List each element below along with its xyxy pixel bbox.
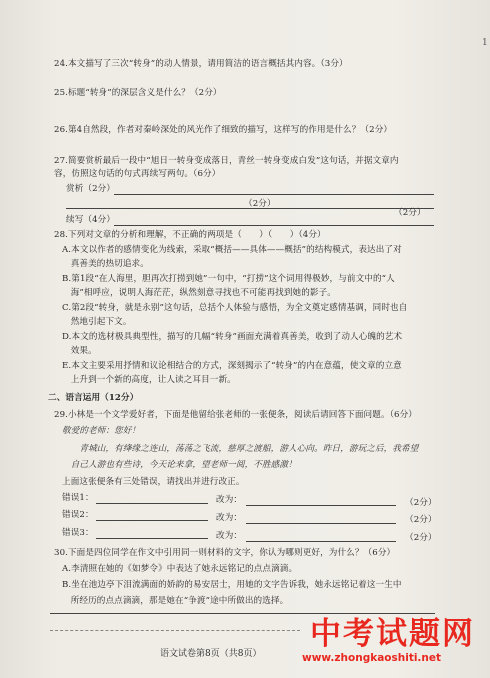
watermark-url: www.zhongkaoshiti.net — [302, 652, 442, 664]
q28-option: 效果。 — [62, 346, 97, 356]
answer-line — [50, 630, 300, 631]
note-line: 自己人游也有些诗，今天论来拿，望老师一阅，不胜感激！ — [62, 460, 297, 470]
question-29: 29.小林是一个文学爱好者，下面是他留给张老师的一张便条，阅读后请回答下面问题。（6分） — [54, 410, 417, 420]
q27-appreciate-label: 赏析（2分） — [66, 184, 116, 194]
note-line: 青城山，有绛缘之连山，荡荡之飞流，慈厚之渡船，游人心向。昨日，游玩之后，我希望 — [62, 444, 419, 454]
error-3-change: 改为： — [216, 531, 243, 541]
q28-option: D.本文的选材极具典型性，描写的几幅“转身”画面充满着真善美，收到了动人心魄的艺术 — [62, 332, 403, 342]
error-3-label: 错误3： — [62, 528, 94, 538]
fix-3-line — [246, 541, 396, 542]
fix-2-line — [246, 523, 396, 524]
error-3-line — [96, 538, 208, 539]
question-30: 30.下面是四位同学在作文中引用同一则材料的文字，你认为哪则更好，为什么？（6分） — [54, 548, 396, 558]
error-1-change: 改为： — [216, 495, 243, 505]
score-label: （2分） — [405, 498, 437, 508]
q28-option: E.本文主要采用抒情和议论相结合的方式，深刻揭示了“转身”的内在意蕴，使文章的立意 — [62, 361, 402, 371]
error-2-label: 错误2： — [62, 510, 94, 520]
q28-option: B.第1段“在人海里，胆再次打捞到她”一句中，“打捞”这个词用得极妙，与前文中的“人 — [62, 274, 395, 284]
question-28: 28.下列对文章的分析和理解，不正确的两项是（ ）（ ）（4分） — [54, 230, 326, 240]
error-1-label: 错误1： — [62, 493, 94, 503]
question-27-line: 27.简要赏析最后一段中“旭日一转身变成落日，青丝一转身变成白发”这句话，并据文章内 — [54, 156, 399, 166]
answer-line — [114, 194, 434, 195]
page-footer: 语文试卷第8页（共8页） — [160, 649, 262, 659]
q28-option: 真善美的热切追求。 — [62, 259, 149, 269]
q28-option: 海”相呼应，说明人海茫茫，纵然刻意寻找也不可能再找到她的影子。 — [62, 288, 337, 298]
q28-option: 然地引起下文。 — [62, 317, 132, 327]
question-25: 25.标题“转身”的深层含义是什么？（2分） — [54, 88, 222, 98]
fix-1-line — [246, 505, 396, 506]
score-label: （2分） — [405, 515, 437, 525]
q28-option: 上升到一个新的高度，让人读之耳目一新。 — [62, 375, 236, 385]
note-greeting: 敬爱的老师：您好！ — [62, 426, 141, 436]
q30-option: 所经历的点点滴滴，那是她在“争渡”途中所做出的选择。 — [62, 596, 289, 606]
score-label: （2分） — [405, 533, 437, 543]
question-24: 24.本文描写了三次“转身”的动人情景，请用简洁的语言概括其内容。（3分） — [54, 59, 348, 69]
page-margin-mark: 1 — [482, 38, 488, 48]
watermark-logo: 中考试题网 — [310, 616, 475, 652]
q30-option: A.李清照在她的《如梦令》中表达了她永远铭记的点点滴滴。 — [62, 564, 298, 574]
score-label: （2分） — [394, 208, 426, 218]
q28-option: A.本文以作者的感情变化为线索，采取“概括——具体——概括”的结构模式，表达出了对 — [62, 245, 402, 255]
q30-option: B.坐在池边亭下泪流满面的娇韵的易安居士，用她的文字告诉我，她永远铭记着这一生中 — [62, 580, 402, 590]
q28-option: C.第2段“转身，就是永别”这句话，总括个人体验与感悟，为全文奠定感情基调，同时也自 — [62, 303, 408, 313]
q27-continue-label: 续写（4分） — [66, 215, 116, 225]
question-26: 26.第4自然段，作者对秦岭深处的风光作了细致的描写，这样写的作用是什么？（2分） — [54, 125, 393, 135]
error-1-line — [96, 503, 208, 504]
q29-instruction: 上面这张便条有三处错误，请找出并进行改正。 — [62, 477, 245, 487]
error-2-line — [96, 520, 208, 521]
question-27-line: 容，仿照这句话的句式再续写两句。（6分） — [54, 169, 221, 179]
answer-line — [114, 225, 434, 226]
error-2-change: 改为： — [216, 513, 243, 523]
section-2-heading: 二、语言运用（12分） — [48, 393, 139, 403]
score-label: （2分） — [244, 199, 276, 209]
